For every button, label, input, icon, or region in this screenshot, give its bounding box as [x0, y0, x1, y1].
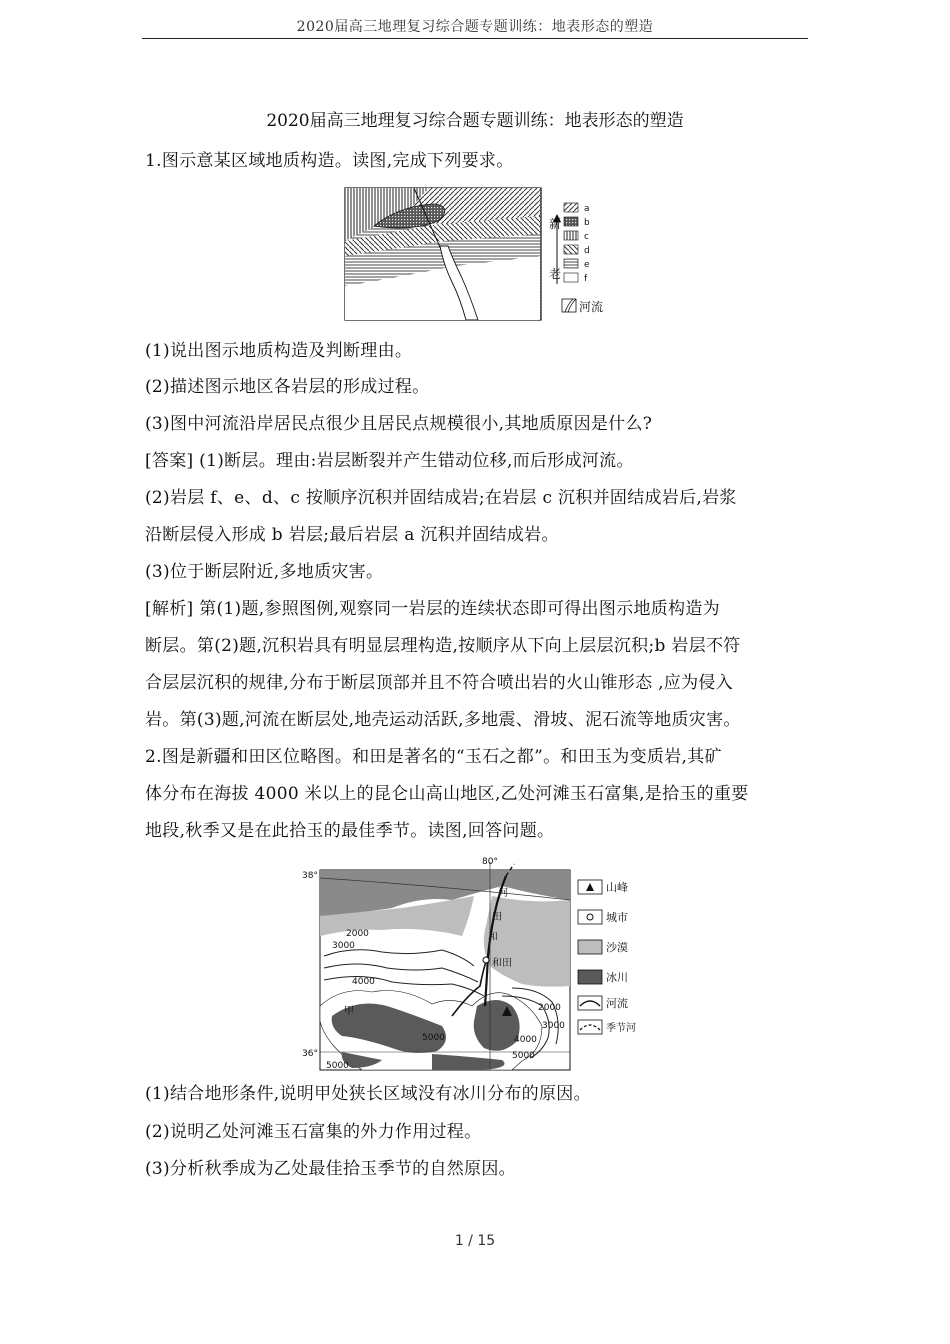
contour-label: 2000 [346, 929, 369, 939]
river-label-1: 河 [498, 888, 508, 899]
answer-line-4: (3)位于断层附近,多地质灾害。 [145, 562, 384, 582]
contour-label: 3000 [332, 941, 355, 951]
legend-swatch-river [578, 996, 602, 1010]
legend-river-label: 河流 [579, 300, 604, 314]
river-label-2: 田 [492, 912, 502, 923]
contour-label: 5000 [326, 1061, 349, 1071]
page-header: 2020届高三地理复习综合题专题训练：地表形态的塑造 [296, 19, 654, 35]
legend-swatch-seasonal-river [578, 1020, 602, 1034]
legend-label-c: c [584, 232, 589, 242]
place-jia-label: 甲 [344, 1006, 354, 1017]
legend-swatch-e [564, 259, 578, 268]
legend-label-glacier: 冰川 [606, 971, 628, 984]
legend-swatch-d [564, 245, 578, 254]
document-title: 2020届高三地理复习综合题专题训练：地表形态的塑造 [266, 111, 684, 131]
question-2-part-1: (1)结合地形条件,说明甲处狭长区域没有冰川分布的原因。 [145, 1084, 591, 1104]
explanation-line-4: 岩。第(3)题,河流在断层处,地壳运动活跃,多地震、滑坡、泥石流等地质灾害。 [145, 710, 741, 730]
city-label: 和田 [492, 958, 512, 969]
latitude-bottom-label: 36° [302, 1049, 318, 1059]
legend-label-d: d [584, 246, 590, 256]
question-1-part-1: (1)说出图示地质构造及判断理由。 [145, 341, 413, 361]
contour-label: 4000 [514, 1035, 537, 1045]
latitude-top-label: 38° [302, 871, 318, 881]
legend-label-river: 河流 [606, 997, 628, 1010]
question-1-part-2: (2)描述图示地区各岩层的形成过程。 [145, 377, 430, 397]
question-2-part-2: (2)说明乙处河滩玉石富集的外力作用过程。 [145, 1122, 482, 1142]
legend-label-city: 城市 [606, 911, 628, 924]
answer-line-2: (2)岩层 f、e、d、c 按顺序沉积并固结成岩;在岩层 c 沉积并固结成岩后,岩浆 [145, 488, 737, 508]
legend-label-seasonal-river: 季节河 [606, 1023, 636, 1034]
question-1-part-3: (3)图中河流沿岸居民点很少且居民点规模很小,其地质原因是什么? [145, 414, 653, 434]
legend-swatch-f [564, 273, 578, 282]
legend-label-peak: 山峰 [606, 881, 628, 894]
geology-figure [344, 186, 608, 324]
answer-line-1: [答案] (1)断层。理由:岩层断裂并产生错动位移,而后形成河流。 [145, 451, 634, 471]
legend-swatch-a [564, 203, 578, 212]
legend-label-e: e [584, 260, 590, 270]
legend-label-a: a [584, 204, 590, 214]
explanation-line-2: 断层。第(2)题,沉积岩具有明显层理构造,按顺序从下向上层层沉积;b 岩层不符 [145, 636, 741, 656]
explanation-line-1: [解析] 第(1)题,参照图例,观察同一岩层的连续状态即可得出图示地质构造为 [145, 599, 720, 619]
question-2-part-3: (3)分析秋季成为乙处最佳拾玉季节的自然原因。 [145, 1159, 516, 1179]
explanation-line-3: 合层层沉积的规律,分布于断层顶部并且不符合喷出岩的火山锥形态 ,应为侵入 [145, 673, 734, 693]
contour-label: 5000 [422, 1033, 445, 1043]
contour-label: 4000 [352, 977, 375, 987]
legend-label-f: f [584, 274, 588, 284]
legend-label-desert: 沙漠 [606, 941, 628, 954]
question-2-line-1: 2.图是新疆和田区位略图。和田是著名的“玉石之都”。和田玉为变质岩,其矿 [145, 747, 722, 767]
hotan-map-figure [302, 856, 648, 1072]
question-2-line-2: 体分布在海拔 4000 米以上的昆仑山高山地区,乙处河滩玉石富集,是拾玉的重要 [145, 784, 749, 804]
axis-old-label: 老 [549, 267, 562, 281]
longitude-label: 80° [482, 857, 498, 867]
question-2-line-3: 地段,秋季又是在此拾玉的最佳季节。读图,回答问题。 [145, 821, 555, 841]
question-1-stem: 1.图示意某区域地质构造。读图,完成下列要求。 [145, 151, 514, 171]
contour-label: 3000 [542, 1021, 565, 1031]
legend-swatch-desert [578, 940, 602, 954]
contour-label: 5000 [512, 1051, 535, 1061]
legend-swatch-glacier [578, 970, 602, 984]
river-label-3: 和 [488, 932, 498, 943]
legend-label-b: b [584, 218, 590, 228]
page-number: 1 / 15 [454, 1233, 496, 1249]
contour-label: 2000 [538, 1003, 561, 1013]
legend-swatch-c [564, 231, 578, 240]
header-rule [142, 38, 808, 39]
axis-new-label: 新 [549, 217, 562, 231]
city-marker [483, 957, 489, 963]
answer-line-3: 沿断层侵入形成 b 岩层;最后岩层 a 沉积并固结成岩。 [145, 525, 559, 545]
legend-swatch-b [564, 217, 578, 226]
